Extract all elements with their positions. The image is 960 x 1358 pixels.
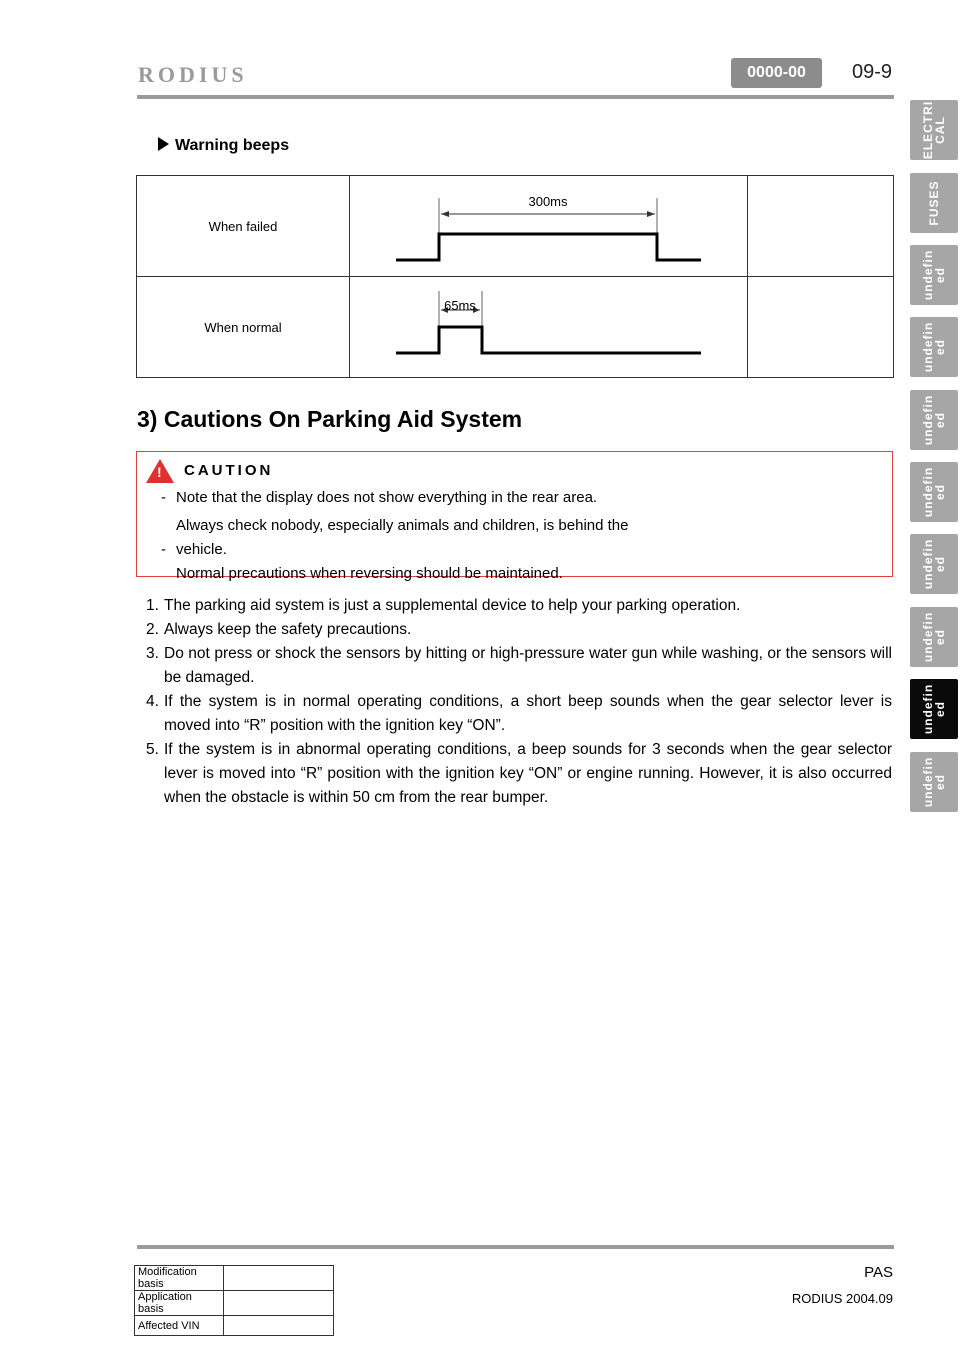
side-tab-4[interactable]: undefin ed bbox=[910, 317, 958, 377]
side-tab-7[interactable]: undefin ed bbox=[910, 534, 958, 594]
header-divider bbox=[137, 95, 894, 99]
list-item: 3. Do not press or shock the sensors by hitting or high-pressure water gun while washing, or the sensors will be damaged. bbox=[146, 645, 892, 686]
footer-divider bbox=[137, 1245, 894, 1249]
list-item: 2. Always keep the safety precautions. bbox=[146, 621, 412, 638]
side-tab-10[interactable]: undefin ed bbox=[910, 752, 958, 812]
table-row: Application basis bbox=[135, 1291, 334, 1316]
normal-label: When normal bbox=[137, 277, 350, 378]
side-tab-9-active[interactable]: undefin ed bbox=[910, 679, 958, 739]
list-item: 1. The parking aid system is just a supplemental device to help your parking operation. bbox=[146, 597, 741, 614]
failed-waveform-diagram bbox=[350, 176, 747, 276]
warning-triangle-icon: ! bbox=[146, 459, 174, 483]
side-tab-8[interactable]: undefin ed bbox=[910, 607, 958, 667]
caution-dash: - bbox=[161, 541, 166, 558]
caution-line: vehicle. bbox=[176, 541, 227, 558]
caution-line: Note that the display does not show everything in the rear area. bbox=[176, 489, 598, 506]
page-number: 09-9 bbox=[852, 61, 893, 83]
failed-duration: 300ms bbox=[528, 194, 568, 209]
side-tab-3[interactable]: undefin ed bbox=[910, 245, 958, 305]
table-row: Modification basis bbox=[135, 1266, 334, 1291]
caution-dash: - bbox=[161, 489, 166, 506]
side-tab-6[interactable]: undefin ed bbox=[910, 462, 958, 522]
modification-table bbox=[134, 1265, 334, 1336]
side-tab-fuses[interactable]: FUSES bbox=[910, 173, 958, 233]
section-code-badge: 0000-00 bbox=[731, 58, 822, 88]
normal-waveform-diagram bbox=[350, 277, 747, 377]
footer-version: RODIUS 2004.09 bbox=[791, 1291, 893, 1306]
brand-logo: RODIUS bbox=[138, 62, 248, 87]
table-row: Affected VIN bbox=[135, 1316, 334, 1336]
warning-beeps-heading: Warning beeps bbox=[158, 137, 289, 155]
list-item: 4. If the system is in normal operating conditions, a short beep sounds when the gear selector lever is moved into “R” position with the ignition key “ON”. bbox=[146, 693, 892, 734]
precautions-list bbox=[146, 594, 892, 810]
list-item: 5. If the system is in abnormal operating conditions, a beep sounds for 3 seconds when the gear selector lever is moved into “R” position with the ignition key “ON” or engine running. However, it is also occurred when the obstacle is within 50 cm from the rear bumper. bbox=[146, 741, 892, 806]
table-row bbox=[137, 176, 894, 277]
side-tab-electrical[interactable]: ELECTRI CAL bbox=[910, 100, 958, 160]
footer-section-code: PAS bbox=[864, 1264, 893, 1281]
side-tab-5[interactable]: undefin ed bbox=[910, 390, 958, 450]
cautions-title: 3) Cautions On Parking Aid System bbox=[137, 406, 523, 432]
caution-line: Always check nobody, especially animals and children, is behind the bbox=[176, 517, 629, 534]
failed-waveform bbox=[350, 176, 748, 277]
failed-label: When failed bbox=[137, 176, 350, 277]
caution-heading: ! CAUTION bbox=[146, 459, 273, 483]
triangle-bullet-icon bbox=[158, 137, 169, 151]
normal-duration: 65ms bbox=[444, 298, 476, 313]
normal-waveform bbox=[350, 277, 748, 378]
table-row bbox=[137, 277, 894, 378]
warning-beeps-table bbox=[136, 175, 894, 378]
caution-line: Normal precautions when reversing should be maintained. bbox=[176, 565, 563, 582]
